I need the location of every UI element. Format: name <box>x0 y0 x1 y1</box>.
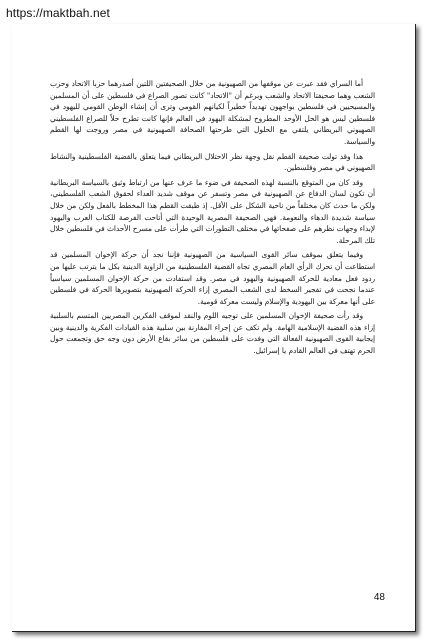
page-number: 48 <box>373 592 385 603</box>
source-watermark: https://maktbah.net <box>6 6 110 20</box>
paragraph: وقد كان من المتوقع بالنسبة لهذه الصحيفة في ضوء ما عرف عنها من ارتباط وثيق بالسياسة البريطانية أن تكون لسان الدفاع عن الصهيونية في مصر وتسفر عن موقف شديد العداء لحقوق الشعب الفلسطيني، ولكن ما حدث كان مختلفاً من ناحية الشكل على الأقل. إذ طبقت القطم هذا المخطط بالفعل ولكن من خلال سياسة شديدة الدهاء والنعومة. فهي الصحيفة المصرية الوحيدة التي أتاحت الفرصة للكتاب العرب واليهود لإبداء وجهات نظرهم على صفحاتها في مختلف التطورات التي طرأت على مسرح الأحداث في فلسطين خلال تلك المرحلة. <box>50 177 375 245</box>
paragraph: هذا وقد تولت صحيفة القطم نقل وجهة نظر الاحتلال البريطاني فيما يتعلق بالقضية الفلسطينية والنشاط الصهيوني في مصر وفلسطين. <box>50 151 375 173</box>
paragraph: أما السراي فقد عبرت عن موقفها من الصهيونية من خلال الصحيفتين اللتين أصدرهما حزبا الاتحاد وحزب الشعب وهما صحيفتا الاتحاد والشعب وبرغم أن "الاتحاد" كانت تصور الصراع في فلسطين على أن المسلمين والمسيحيين في فلسطين يواجهون تهديداً خطيراً لكيانهم القومي وترى أن إنشاء الوطن القومي لليهود في فلسطين ليس هو الحل الأوحد المطروح لمشكلة اليهود في العالم فإنها كانت تطرح حلاً للصراع الفلسطيني الصهيوني البريطاني يلتقي مع الحلول التي طرحتها الصحافة الصهيونية في مصر وروجت لها القطم والسياسة. <box>50 79 375 146</box>
paragraph: وقد رأت صحيفة الإخوان المسلمين على توجيه اللوم والنقد لموقف الفكرين المصريين المتسم بالسلبية إزاء هذه القضية الإسلامية الهامة. ولم تكف عن إجراء المقارنة بين سلبية هذه القيادات الفكرية والدينية وبين إيجابية القوى الصهيونية الفعالة التي وفدت على فلسطين من سائر بقاع الأرض دون وجه حق وتجمعت حول الحرم تهتف في العالم القادم يا إسرائيل. <box>50 311 375 356</box>
page-body <box>50 78 375 360</box>
book-page <box>12 24 416 632</box>
paragraph: وفيما يتعلق بموقف سائر القوى السياسية من الصهيونية فإننا نجد أن حركة الإخوان المسلمين قد استطاعت أن تحرك الرأي العام المصري تجاه القضية الفلسطينية من الزاوية الدينية بكل ما يترتب عليها من ردود فعل معادية للحركة الصهيونية واليهود في مصر. وقد استفادت من حركة الإخوان المسلمين سياسياً عندما نجحت في تفجير السخط لدى الشعب المصري إزاء الحركة الصهيونية بتصويرها الحركة في فلسطين على أنها معركة بين اليهودية والإسلام وليست معركة قومية. <box>50 250 375 306</box>
